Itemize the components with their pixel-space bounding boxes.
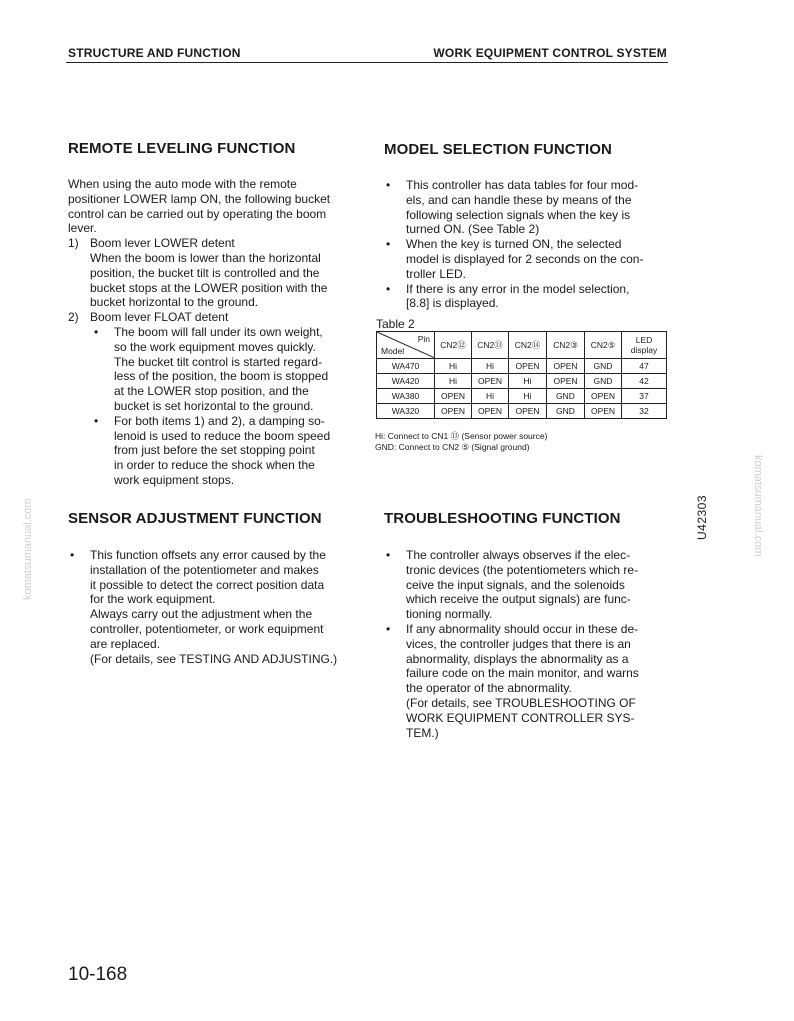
table-cell: OPEN (585, 389, 622, 404)
table-cell: WA380 (377, 389, 435, 404)
table-cell: OPEN (472, 374, 509, 389)
table-cell: OPEN (547, 374, 585, 389)
table-note-hi: Hi: Connect to CN1 ⑬ (Sensor power source) (375, 431, 548, 441)
troubleshooting-bullets (384, 548, 639, 740)
table-header-row (377, 332, 667, 359)
bullet-text: If any abnormality should occur in these de- vices, the controller judges that there is an abnormality, displays the abnormality as a failure code on the main monitor, and warns the operator of the abnormality. (For details, see TROUBLESHOOTING OF WORK EQUIPMENT CONTROLLER SYS- TEM.) (406, 621, 639, 740)
table-note-gnd: GND: Connect to CN2 ⑤ (Signal ground) (375, 442, 530, 452)
list-item (68, 548, 337, 666)
list-item (384, 622, 639, 740)
bullet-mark: • (94, 325, 99, 339)
bullet-text: This function offsets any error caused by the installation of the potentiometer and makes it possible to detect the correct position data for the work equipment. Always carry out the adjustment when the controller, potentiometer, or work equipment are replaced. (For details, see TESTING AND ADJUSTING.) (90, 548, 338, 666)
list-item (384, 178, 643, 237)
corner-model-label: Model (381, 346, 405, 356)
page-number: 10-168 (68, 964, 128, 985)
bullet-text: This controller has data tables for four mod- els, and can handle these by means of the following selection signals when the key is turned ON. (See Table 2) (406, 178, 639, 237)
column-header: CN2⑫ (435, 332, 472, 359)
table-cell: GND (585, 359, 622, 374)
remote-leveling-heading: REMOTE LEVELING FUNCTION (68, 140, 296, 157)
table-cell: GND (547, 389, 585, 404)
table-cell: 42 (622, 374, 667, 389)
table-cell: OPEN (509, 404, 547, 419)
table-cell: Hi (435, 374, 472, 389)
item1-text: When the boom is lower than the horizontal position, the bucket tilt is controlled and the bucket stops at the LOWER position with the bucket horizontal to the ground. (90, 251, 328, 310)
troubleshooting-heading: TROUBLESHOOTING FUNCTION (384, 510, 621, 527)
sensor-adjustment-heading: SENSOR ADJUSTMENT FUNCTION (68, 510, 322, 527)
model-selection-heading: MODEL SELECTION FUNCTION (384, 141, 612, 158)
table-cell: OPEN (585, 404, 622, 419)
item1-title: Boom lever LOWER detent (90, 236, 235, 250)
item2-title: Boom lever FLOAT detent (90, 310, 229, 324)
list-item (384, 237, 643, 281)
table-corner-cell (377, 332, 435, 359)
table-cell: Hi (509, 389, 547, 404)
list-item (92, 325, 330, 414)
column-header: CN2⑬ (472, 332, 509, 359)
bullet-text: When the key is turned ON, the selected model is displayed for 2 seconds on the con- troller LED. (406, 237, 644, 281)
bullet-mark: • (386, 548, 391, 562)
sensor-adjustment-bullets (68, 548, 337, 666)
bullet-mark: • (94, 413, 99, 428)
bullet-mark: • (386, 281, 391, 296)
corner-pin-label: Pin (417, 334, 430, 344)
remote-leveling-intro: When using the auto mode with the remote positioner LOWER lamp ON, the following bucket control can be carried out by operating the boom lever. (68, 177, 331, 236)
bullet-text: The controller always observes if the elec- tronic devices (the potentiometers which re- ceive the input signals, and the solenoids which receive the output signals) are func- tioning normally. (406, 548, 639, 622)
table-cell: OPEN (435, 389, 472, 404)
bullet-text: For both items 1) and 2), a damping so- lenoid is used to reduce the boom speed from just before the set stopping point in order to reduce the shock when the work equipment stops. (114, 413, 331, 487)
watermark-left: komatsumanual.com (22, 498, 34, 600)
header-rule (66, 62, 668, 63)
table-cell: Hi (509, 374, 547, 389)
document-code: U42303 (695, 494, 709, 540)
bullet-text: The boom will fall under its own weight, so the work equipment moves quickly. The bucket tilt control is started regard- less of the position, the boom is stopped at the LOWER stop position, and the bucket is set horizontal to the ground. (114, 325, 329, 413)
column-header: LED display (622, 332, 667, 359)
column-header: CN2③ (547, 332, 585, 359)
table-row (377, 389, 667, 404)
table-cell: OPEN (547, 359, 585, 374)
model-selection-bullets (384, 178, 643, 311)
list-item (384, 282, 643, 312)
table-caption: Table 2 (376, 317, 415, 331)
header-section-title: STRUCTURE AND FUNCTION (68, 46, 241, 60)
table-cell: GND (547, 404, 585, 419)
bullet-mark: • (70, 548, 75, 562)
bullet-text: If there is any error in the model selection, [8.8] is displayed. (406, 281, 630, 311)
table-row (377, 359, 667, 374)
table-cell: Hi (472, 359, 509, 374)
model-selection-table (376, 331, 667, 419)
table-cell: OPEN (472, 404, 509, 419)
header-chapter-title: WORK EQUIPMENT CONTROL SYSTEM (433, 46, 667, 60)
table-cell: 32 (622, 404, 667, 419)
table-row (377, 404, 667, 419)
table-cell: Hi (435, 359, 472, 374)
table-cell: 37 (622, 389, 667, 404)
table-cell: WA320 (377, 404, 435, 419)
table-cell: 47 (622, 359, 667, 374)
column-header: CN2⑭ (509, 332, 547, 359)
bullet-mark: • (386, 621, 391, 636)
table-cell: Hi (472, 389, 509, 404)
item2-bullet-list (92, 325, 330, 488)
item1-number: 1) (68, 236, 79, 250)
list-item (92, 414, 330, 488)
watermark-right: komatsumanual.com (752, 455, 764, 557)
table-cell: WA470 (377, 359, 435, 374)
item2-number: 2) (68, 310, 79, 324)
bullet-mark: • (386, 237, 391, 252)
table-cell: WA420 (377, 374, 435, 389)
column-header: CN2⑤ (585, 332, 622, 359)
table-cell: OPEN (435, 404, 472, 419)
table-cell: GND (585, 374, 622, 389)
table-cell: OPEN (509, 359, 547, 374)
table-row (377, 374, 667, 389)
list-item (384, 548, 639, 622)
bullet-mark: • (386, 178, 391, 192)
